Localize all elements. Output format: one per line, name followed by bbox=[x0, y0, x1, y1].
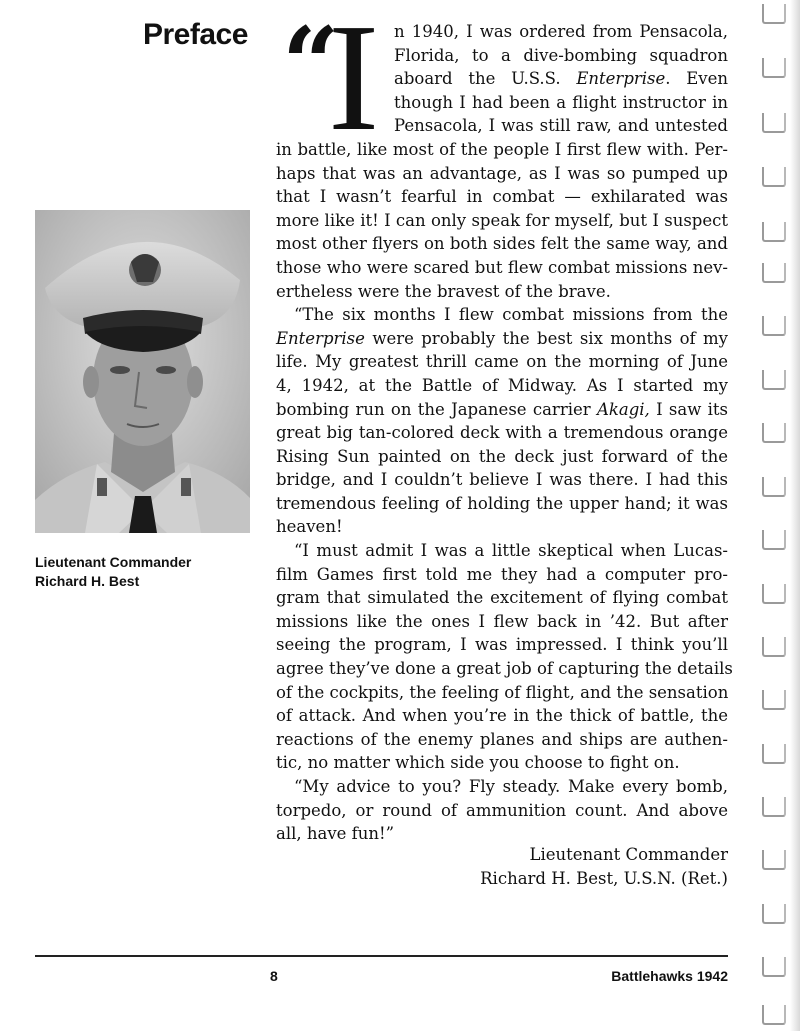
text-fragment: . Even bbox=[665, 69, 729, 89]
preface-text bbox=[276, 20, 733, 846]
text-line: tic, no matter which side you choose to fight on. bbox=[276, 753, 680, 773]
binding-hole bbox=[762, 370, 786, 390]
text-line: more like it! I can only speak for myself, but I suspect bbox=[276, 210, 728, 230]
binding-hole bbox=[762, 222, 786, 242]
opening-quote-mark: “ bbox=[282, 5, 340, 123]
text-fragment: bombing run on the Japanese carrier bbox=[276, 399, 597, 419]
binding-hole bbox=[762, 850, 786, 870]
binding-hole bbox=[762, 797, 786, 817]
text-fragment: were probably the best six months of my bbox=[364, 328, 728, 348]
paragraph-2 bbox=[276, 303, 728, 539]
binding-hole bbox=[762, 4, 786, 24]
text-line: torpedo, or round of ammunition count. And above bbox=[276, 800, 728, 820]
text-line bbox=[394, 67, 728, 91]
text-line: film Games first told me they had a computer pro- bbox=[276, 564, 728, 584]
paragraph-1 bbox=[276, 138, 728, 303]
binding-hole bbox=[762, 263, 786, 283]
paragraph-3 bbox=[276, 539, 733, 775]
text-line: though I had been a flight instructor in bbox=[394, 92, 728, 112]
text-fragment: aboard the U.S.S. bbox=[394, 69, 577, 89]
binding-hole bbox=[762, 690, 786, 710]
text-line: all, have fun!” bbox=[276, 824, 395, 844]
text-line bbox=[276, 327, 728, 351]
text-line: of the cockpits, the feeling of flight, and the sensation bbox=[276, 682, 729, 702]
text-line: 4, 1942, at the Battle of Midway. As I started my bbox=[276, 375, 728, 395]
lead-lines bbox=[276, 20, 728, 138]
portrait-image bbox=[35, 210, 250, 533]
binding-hole bbox=[762, 637, 786, 657]
text-line: “I must admit I was a little skeptical when Lucas- bbox=[294, 541, 728, 561]
text-line: great big tan-colored deck with a tremendous orange bbox=[276, 423, 728, 443]
text-line: Rising Sun painted on the deck just forward of the bbox=[276, 446, 728, 466]
text-line: life. My greatest thrill came on the morning of June bbox=[276, 352, 728, 372]
text-line: “My advice to you? Fly steady. Make every bomb, bbox=[294, 777, 728, 796]
binding-hole bbox=[762, 744, 786, 764]
ship-name: Enterprise bbox=[276, 328, 365, 348]
signature-rank: Lieutenant Commander bbox=[529, 845, 728, 864]
signature-name: Richard H. Best, U.S.N. (Ret.) bbox=[480, 869, 728, 888]
text-line bbox=[276, 398, 728, 422]
binding-hole bbox=[762, 904, 786, 924]
page-number: 8 bbox=[270, 968, 278, 984]
ship-name: Enterprise bbox=[576, 69, 666, 89]
text-line: bridge, and I couldn’t believe I was there. I had this bbox=[276, 470, 728, 490]
page-edge bbox=[790, 0, 800, 1031]
paragraph-4 bbox=[276, 775, 728, 846]
text-line: ertheless were the bravest of the brave. bbox=[276, 281, 611, 301]
text-line: of attack. And when you’re in the thick of battle, the bbox=[276, 706, 728, 726]
binding-hole bbox=[762, 584, 786, 604]
text-line: Florida, to a dive-bombing squadron bbox=[394, 45, 728, 65]
binding-hole bbox=[762, 58, 786, 78]
binding-hole bbox=[762, 167, 786, 187]
text-line: in battle, like most of the people I first flew with. Per- bbox=[276, 139, 728, 159]
text-line: gram that simulated the excitement of flying combat bbox=[276, 588, 728, 608]
binding-hole bbox=[762, 316, 786, 336]
text-line: Pensacola, I was still raw, and untested bbox=[394, 116, 728, 136]
text-line: haps that was an advantage, as I was so pumped up bbox=[276, 163, 728, 183]
text-line: those who were scared but flew combat missions nev- bbox=[276, 257, 728, 277]
text-line: agree they’ve done a great job of capturing the details bbox=[276, 659, 733, 679]
book-title: Battlehawks 1942 bbox=[611, 968, 728, 984]
portrait-photo bbox=[35, 210, 250, 533]
binding-hole bbox=[762, 1005, 786, 1025]
text-line: tremendous feeling of holding the upper hand; it was bbox=[276, 493, 728, 513]
signature-block bbox=[470, 843, 728, 891]
drop-cap: I bbox=[328, 0, 380, 163]
text-line: heaven! bbox=[276, 517, 343, 537]
text-line: seeing the program, I was impressed. I think you’ll bbox=[276, 635, 728, 655]
caption-line-name: Richard H. Best bbox=[35, 573, 140, 589]
text-line: n 1940, I was ordered from Pensacola, bbox=[394, 22, 728, 41]
binding-hole bbox=[762, 957, 786, 977]
binding-hole bbox=[762, 423, 786, 443]
ship-name: Akagi, bbox=[596, 399, 650, 419]
text-line: most other flyers on both sides felt the same way, and bbox=[276, 234, 728, 254]
photo-caption bbox=[35, 553, 250, 591]
page-title: Preface bbox=[143, 18, 248, 51]
text-line: “The six months I flew combat missions from the bbox=[294, 305, 728, 325]
text-fragment: I saw its bbox=[649, 399, 728, 419]
binding-hole bbox=[762, 530, 786, 550]
binding-hole bbox=[762, 113, 786, 133]
binding-hole bbox=[762, 477, 786, 497]
text-line: reactions of the enemy planes and ships are authen- bbox=[276, 729, 728, 749]
text-line: that I wasn’t fearful in combat — exhilarated was bbox=[276, 187, 728, 207]
text-line: missions like the ones I flew back in ’42. But after bbox=[276, 611, 728, 631]
footer-rule bbox=[35, 955, 728, 957]
caption-line-rank: Lieutenant Commander bbox=[35, 554, 192, 570]
